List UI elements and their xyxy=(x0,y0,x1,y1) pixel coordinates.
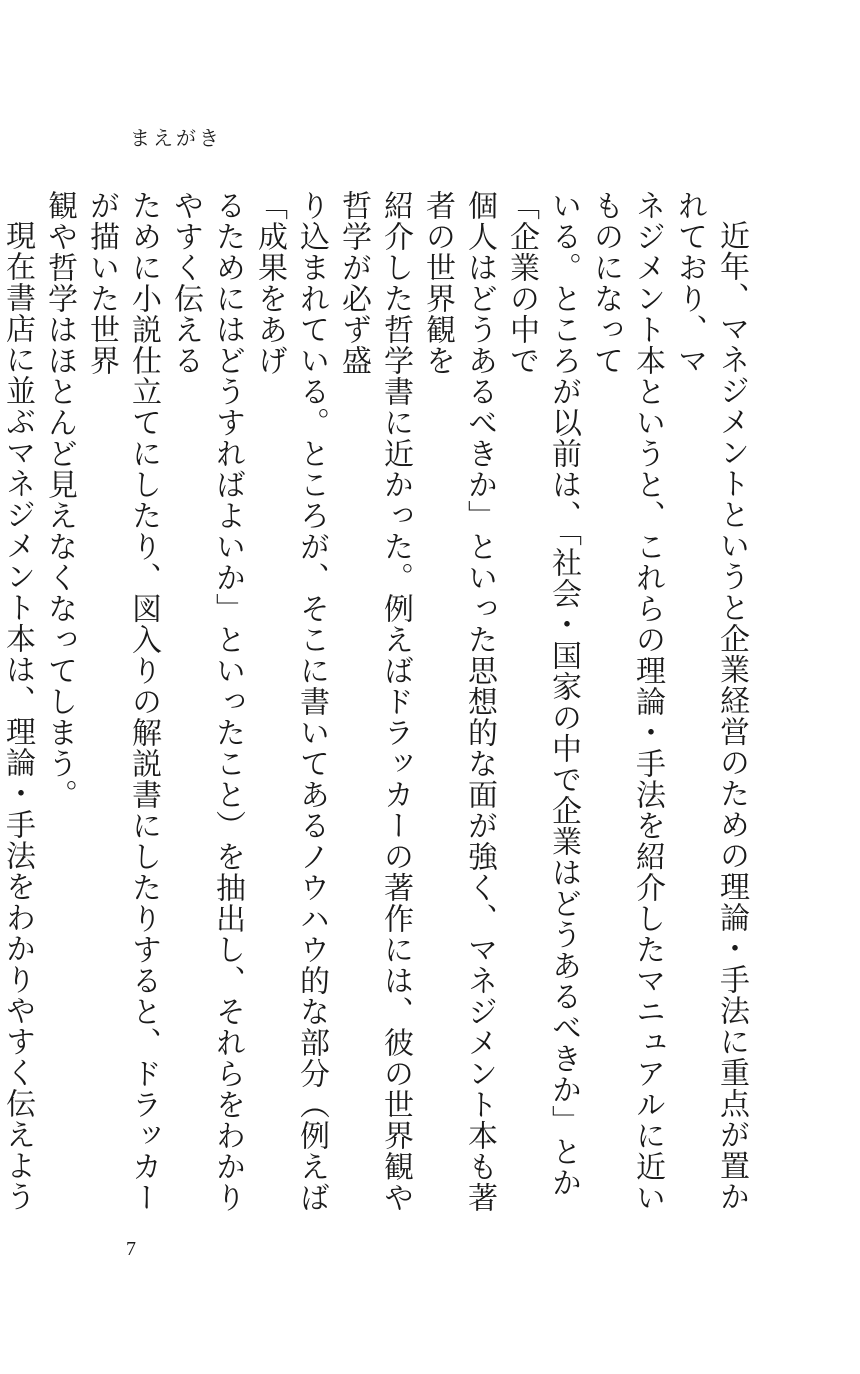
paragraph-2: 現在書店に並ぶマネジメント本は、理論・手法をわかりやすく伝えよう xyxy=(0,220,35,1212)
page-number: 7 xyxy=(126,1238,136,1260)
paragraph-1: 近年、マネジメントというと企業経営のための理論・手法に重点が置かれており、マ ネジメント本というと、これらの理論・手法を紹介したマニュアルに近いものになって いる。ところが以前は、「社会・国家の中で企業はどうあるべきか」とか「企業の中で 個人はどうあるべきか」といった思想的な面が強く、マネジメント本も著者の世界観を 紹介した哲学書に近かった。例えばドラッカーの著作には、彼の世界観や哲学が必ず盛 り込まれている。ところが、そこに書いてあるノウハウ的な部分（例えば「成果をあげ るためにはどうすればよいか」といったこと）を抽出し、それらをわかりやすく伝える ために小説仕立てにしたり、図入りの解説書にしたりすると、ドラッカーが描いた世界 観や哲学はほとんど見えなくなってしまう。 xyxy=(42,190,749,1213)
running-head: まえがき xyxy=(130,126,222,150)
body-text xyxy=(0,190,752,1220)
